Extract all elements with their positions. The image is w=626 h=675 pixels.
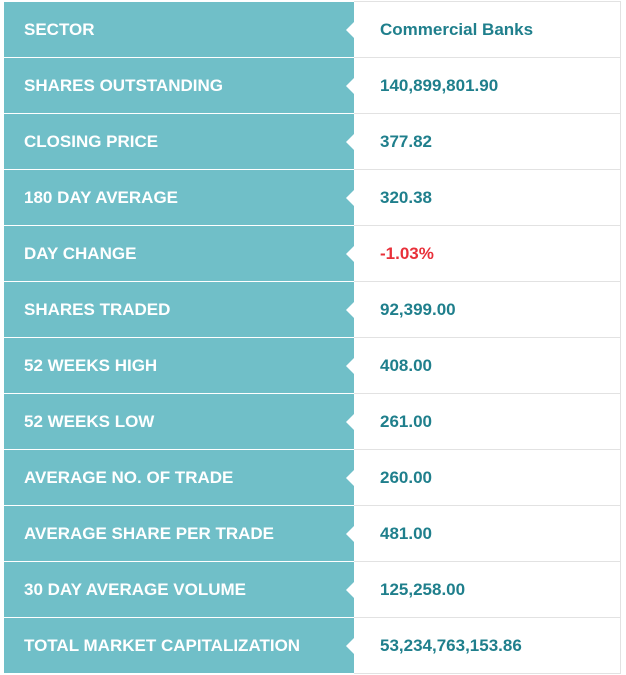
stat-value-negative: -1.03%	[354, 225, 621, 282]
stat-value: 92,399.00	[354, 281, 621, 338]
stat-row-average-share-per-trade	[4, 506, 621, 562]
stat-label: DAY CHANGE	[4, 226, 354, 282]
stat-row-total-market-capitalization	[4, 618, 621, 674]
stat-value: 481.00	[354, 505, 621, 562]
stat-row-180-day-average	[4, 170, 621, 226]
stat-row-30-day-average-volume	[4, 562, 621, 618]
stat-label: AVERAGE SHARE PER TRADE	[4, 506, 354, 562]
stat-row-shares-outstanding	[4, 58, 621, 114]
stat-label: SECTOR	[4, 2, 354, 58]
stat-label: 52 WEEKS LOW	[4, 394, 354, 450]
stat-value: 377.82	[354, 113, 621, 170]
stat-label: SHARES OUTSTANDING	[4, 58, 354, 114]
stat-label: TOTAL MARKET CAPITALIZATION	[4, 618, 354, 674]
stat-value: Commercial Banks	[354, 1, 621, 58]
stat-row-52-weeks-high	[4, 338, 621, 394]
stat-label: SHARES TRADED	[4, 282, 354, 338]
stat-row-average-no-of-trade	[4, 450, 621, 506]
stat-value: 125,258.00	[354, 561, 621, 618]
stat-row-sector	[4, 2, 621, 58]
stat-row-day-change	[4, 226, 621, 282]
stat-value: 53,234,763,153.86	[354, 617, 621, 674]
stat-value: 320.38	[354, 169, 621, 226]
stock-stats-table	[4, 2, 621, 674]
stat-label: 30 DAY AVERAGE VOLUME	[4, 562, 354, 618]
stat-label: 52 WEEKS HIGH	[4, 338, 354, 394]
stat-label: AVERAGE NO. OF TRADE	[4, 450, 354, 506]
stat-row-closing-price	[4, 114, 621, 170]
stat-value: 140,899,801.90	[354, 57, 621, 114]
stat-row-52-weeks-low	[4, 394, 621, 450]
stat-value: 260.00	[354, 449, 621, 506]
stat-value: 261.00	[354, 393, 621, 450]
stat-label: CLOSING PRICE	[4, 114, 354, 170]
stat-row-shares-traded	[4, 282, 621, 338]
stat-label: 180 DAY AVERAGE	[4, 170, 354, 226]
stat-value: 408.00	[354, 337, 621, 394]
